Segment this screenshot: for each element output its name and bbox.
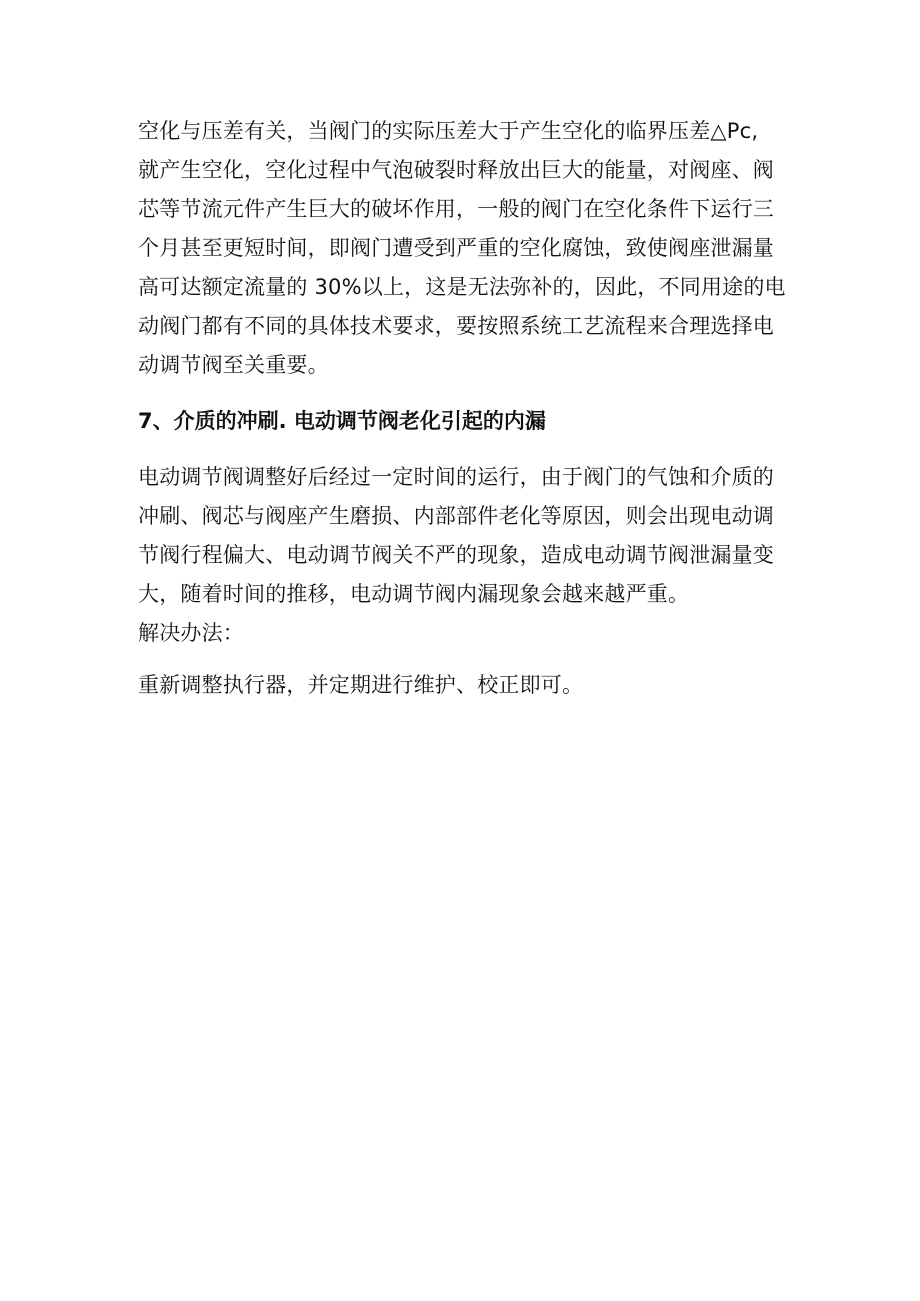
document-body xyxy=(138,112,788,705)
paragraph-line: 个月甚至更短时间，即阀门遭受到严重的空化腐蚀，致使阀座泄漏量 xyxy=(138,236,774,260)
paragraph-cavitation xyxy=(138,112,788,385)
paragraph-line: 空化与压差有关，当阀门的实际压差大于产生空化的临界压差△Pc, xyxy=(138,119,759,143)
paragraph-line: 高可达额定流量的 30%以上，这是无法弥补的，因此，不同用途的电 xyxy=(138,275,786,299)
paragraph-line: 动阀门都有不同的具体技术要求，要按照系统工艺流程来合理选择电 xyxy=(138,314,774,338)
paragraph-line: 大，随着时间的推移，电动调节阀内漏现象会越来越严重。 xyxy=(138,582,690,606)
paragraph-line: 节阀行程偏大、电动调节阀关不严的现象，造成电动调节阀泄漏量变 xyxy=(138,543,774,567)
paragraph-line: 电动调节阀调整好后经过一定时间的运行，由于阀门的气蚀和介质的 xyxy=(138,465,774,489)
paragraph-line: 就产生空化，空化过程中气泡破裂时释放出巨大的能量，对阀座、阀 xyxy=(138,158,774,182)
solution-label: 解决办法： xyxy=(138,621,244,645)
paragraph-aging-leak xyxy=(138,458,788,614)
paragraph-line: 芯等节流元件产生巨大的破坏作用，一般的阀门在空化条件下运行三 xyxy=(138,197,774,221)
paragraph-line: 冲刷、阀芯与阀座产生磨损、内部部件老化等原因，则会出现电动调 xyxy=(138,504,774,528)
section-heading-7: 7、介质的冲刷. 电动调节阀老化引起的内漏 xyxy=(138,409,546,433)
paragraph-line: 动调节阀至关重要。 xyxy=(138,353,329,377)
solution-text: 重新调整执行器，并定期进行维护、校正即可。 xyxy=(138,673,584,697)
